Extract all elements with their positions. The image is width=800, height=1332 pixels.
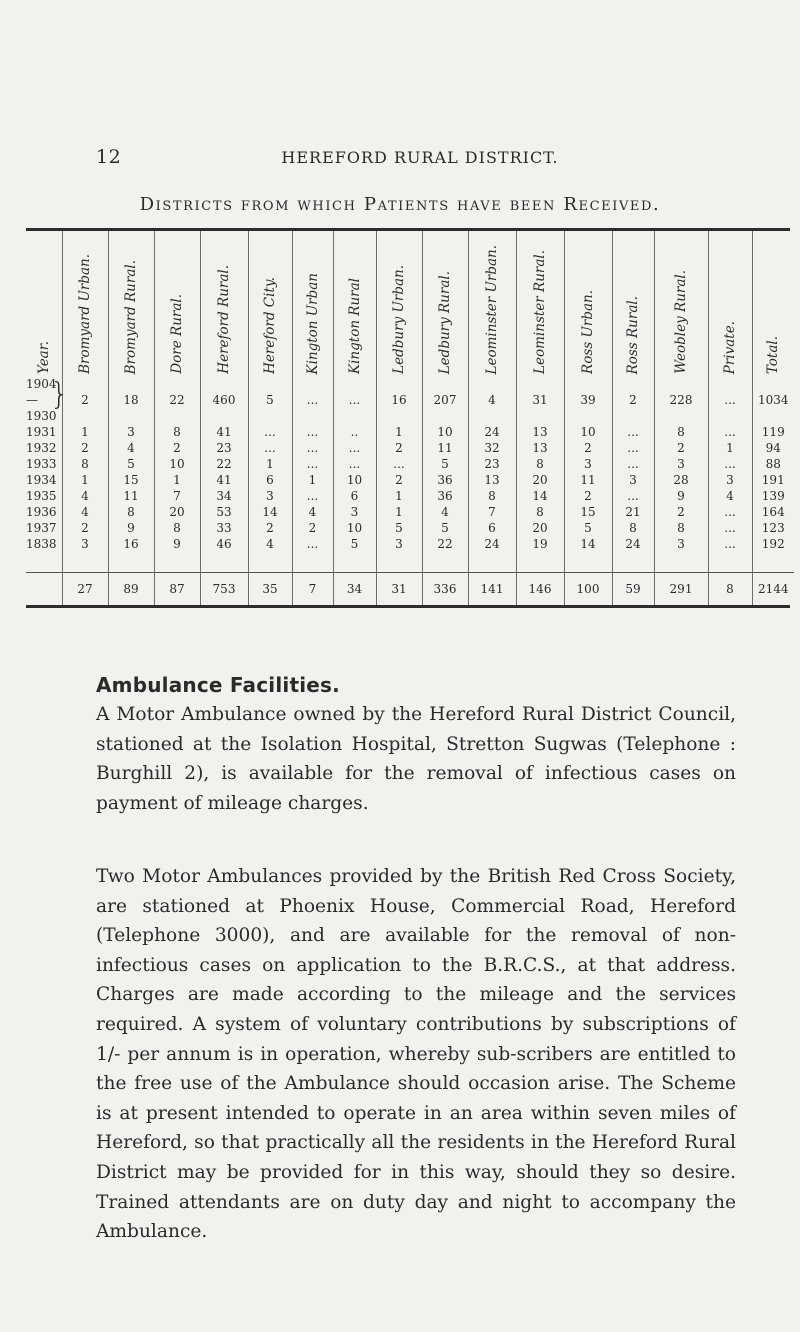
column-header — [516, 231, 564, 374]
year-cell: 1935 — [26, 489, 57, 503]
column-header — [292, 231, 333, 374]
table-cell: 3 — [376, 536, 422, 552]
table-cell: ... — [292, 488, 333, 504]
table-cell: 4 — [108, 440, 154, 456]
total-cell: 100 — [564, 573, 612, 606]
column-header-label: Hereford City. — [262, 277, 278, 374]
table-cell: 6 — [248, 472, 292, 488]
table-cell: ... — [248, 440, 292, 456]
spacer-cell — [516, 552, 564, 573]
ambulance-paragraph-1: A Motor Ambulance owned by the Hereford Rural District Council, stationed at the Isolation Hospital, Stretton Sugwas (Telephone : Burghill 2), is available for the removal of infectious cases on payment of mileage charges. — [96, 704, 736, 814]
table-cell: 3 — [654, 536, 708, 552]
table-cell: 31 — [516, 374, 564, 424]
year-cell: 1936 — [26, 505, 57, 519]
total-cell: 34 — [333, 573, 376, 606]
table-cell: ... — [333, 456, 376, 472]
table-cell: 16 — [376, 374, 422, 424]
table-cell: 36 — [422, 472, 468, 488]
table-cell: 119 — [752, 424, 794, 440]
spacer-cell — [26, 552, 62, 573]
table-row — [26, 504, 794, 520]
table-cell: 9 — [654, 488, 708, 504]
table-cell: 8 — [654, 424, 708, 440]
table-cell: 41 — [200, 424, 248, 440]
table-cell: 8 — [62, 456, 108, 472]
year-cell: 1933 — [26, 457, 57, 471]
table-cell: 2 — [612, 374, 654, 424]
table-cell: 1 — [292, 472, 333, 488]
brace-mark: } — [50, 377, 70, 412]
table-cell: ... — [333, 374, 376, 424]
page-header — [0, 146, 800, 172]
table-cell: 14 — [564, 536, 612, 552]
table-cell: 2 — [62, 374, 108, 424]
table-cell: 16 — [108, 536, 154, 552]
table-row — [26, 472, 794, 488]
table-cell: 4 — [62, 504, 108, 520]
table-cell: 207 — [422, 374, 468, 424]
table-cell: 4 — [62, 488, 108, 504]
table-cell: 3 — [62, 536, 108, 552]
year-range-dash: — — [26, 393, 38, 407]
spacer-cell — [292, 552, 333, 573]
table-cell: 7 — [154, 488, 200, 504]
table-cell: 5 — [422, 520, 468, 536]
column-header-label: Leominster Rural. — [532, 250, 548, 374]
table-cell: 5 — [248, 374, 292, 424]
column-header-label: Private. — [722, 320, 738, 374]
table-cell: 24 — [468, 536, 516, 552]
total-cell: 2144 — [752, 573, 794, 606]
column-header-label: Ross Urban. — [580, 290, 596, 374]
table-cell: 2 — [376, 440, 422, 456]
table-cell: 192 — [752, 536, 794, 552]
total-cell: 59 — [612, 573, 654, 606]
table-cell: 5 — [422, 456, 468, 472]
table-row-1904-1930 — [26, 374, 794, 424]
table-cell: 39 — [564, 374, 612, 424]
total-cell: 753 — [200, 573, 248, 606]
table-cell: 2 — [376, 472, 422, 488]
total-cell: 146 — [516, 573, 564, 606]
page-number: 12 — [96, 146, 122, 168]
table-cell: 5 — [333, 536, 376, 552]
table-cell: ... — [248, 424, 292, 440]
column-header-label: Kington Rural — [346, 278, 363, 374]
table-body — [26, 374, 794, 605]
table-cell: ... — [612, 488, 654, 504]
table-cell: 3 — [612, 472, 654, 488]
total-cell: 291 — [654, 573, 708, 606]
year-cell: 1838 — [26, 537, 57, 551]
table-cell: ... — [708, 456, 752, 472]
column-header — [62, 231, 108, 374]
table-cell: 3 — [654, 456, 708, 472]
table-cell: 4 — [468, 374, 516, 424]
column-header — [564, 231, 612, 374]
table-cell: 11 — [422, 440, 468, 456]
column-header — [200, 231, 248, 374]
total-cell: 27 — [62, 573, 108, 606]
spacer-cell — [333, 552, 376, 573]
table-cell: 6 — [468, 520, 516, 536]
table-cell: ... — [292, 456, 333, 472]
table-cell: 22 — [422, 536, 468, 552]
districts-table — [26, 231, 794, 605]
table-cell: 10 — [333, 472, 376, 488]
year-range-cell — [26, 374, 70, 424]
column-header-label: Leominster Urban. — [484, 244, 500, 374]
table-cell: ... — [612, 424, 654, 440]
table-cell: 8 — [516, 456, 564, 472]
table-cell: ... — [708, 504, 752, 520]
table-cell: 23 — [468, 456, 516, 472]
table-cell: 3 — [108, 424, 154, 440]
table-cell: 3 — [333, 504, 376, 520]
table-cell: 28 — [654, 472, 708, 488]
table-bottom-rule — [26, 605, 790, 608]
table-cell: .. — [333, 424, 376, 440]
table-totals-row — [26, 573, 794, 606]
table-cell: 8 — [612, 520, 654, 536]
table-row — [26, 520, 794, 536]
table-cell: 2 — [564, 488, 612, 504]
table-cell: 10 — [422, 424, 468, 440]
spacer-cell — [752, 552, 794, 573]
table-cell: 8 — [154, 520, 200, 536]
table-cell: 1 — [248, 456, 292, 472]
table-cell: 8 — [654, 520, 708, 536]
column-header-label: Weobley Rural. — [673, 270, 689, 374]
table-cell: 9 — [154, 536, 200, 552]
table-cell: ... — [376, 456, 422, 472]
table-cell: 2 — [248, 520, 292, 536]
table-cell: ... — [708, 520, 752, 536]
column-header-label: Total. — [765, 335, 782, 374]
table-cell: 21 — [612, 504, 654, 520]
table-cell: 228 — [654, 374, 708, 424]
column-header — [708, 231, 752, 374]
table-cell: ... — [612, 440, 654, 456]
spacer-cell — [654, 552, 708, 573]
column-header — [248, 231, 292, 374]
table-cell: 1 — [154, 472, 200, 488]
spacer-cell — [376, 552, 422, 573]
column-header-label: Dore Rural. — [169, 294, 185, 374]
table-cell: 2 — [292, 520, 333, 536]
table-cell: 19 — [516, 536, 564, 552]
year-range-year-to: 1930 — [26, 409, 57, 423]
table-cell: 1 — [376, 504, 422, 520]
table-cell: 14 — [516, 488, 564, 504]
column-header-label: Kington Urban — [304, 272, 321, 374]
spacer-cell — [62, 552, 108, 573]
column-header-label: Year. — [35, 340, 52, 374]
year-cell: 1932 — [26, 441, 57, 455]
table-cell: 20 — [516, 520, 564, 536]
table-cell: 24 — [468, 424, 516, 440]
total-cell: 87 — [154, 573, 200, 606]
table-cell: 191 — [752, 472, 794, 488]
table-cell: 5 — [376, 520, 422, 536]
total-cell: 35 — [248, 573, 292, 606]
table-cell: 15 — [108, 472, 154, 488]
total-cell: 89 — [108, 573, 154, 606]
table-cell: 18 — [108, 374, 154, 424]
table-cell: 164 — [752, 504, 794, 520]
table-cell: 24 — [612, 536, 654, 552]
table-cell: 22 — [154, 374, 200, 424]
table-cell: 32 — [468, 440, 516, 456]
table-cell: ... — [292, 374, 333, 424]
table-cell: 15 — [564, 504, 612, 520]
table-row — [26, 424, 794, 440]
table-cell: 2 — [62, 520, 108, 536]
running-head: HEREFORD RURAL DISTRICT. — [281, 148, 559, 167]
total-cell: 336 — [422, 573, 468, 606]
spacer-cell — [200, 552, 248, 573]
column-header — [376, 231, 422, 374]
table-cell: 94 — [752, 440, 794, 456]
table-cell: 3 — [248, 488, 292, 504]
table-cell: 8 — [516, 504, 564, 520]
column-header-label: Bromyard Urban. — [77, 254, 93, 374]
table-cell: 2 — [564, 440, 612, 456]
table-title: Districts from which Patients have been Received. — [139, 194, 661, 215]
table-cell: 4 — [708, 488, 752, 504]
spacer-cell — [422, 552, 468, 573]
districts-table-container — [26, 228, 790, 608]
table-cell: 123 — [752, 520, 794, 536]
table-cell: 5 — [564, 520, 612, 536]
total-cell: 141 — [468, 573, 516, 606]
year-cell: 1937 — [26, 521, 57, 535]
column-header — [26, 231, 62, 374]
column-header — [154, 231, 200, 374]
table-row — [26, 456, 794, 472]
spacer-cell — [468, 552, 516, 573]
column-header-label: Ross Rural. — [625, 295, 641, 374]
table-cell: ... — [612, 456, 654, 472]
table-cell: 20 — [516, 472, 564, 488]
table-cell: 1 — [62, 472, 108, 488]
column-header — [108, 231, 154, 374]
table-cell: 139 — [752, 488, 794, 504]
table-header-row — [26, 231, 794, 374]
table-cell: 460 — [200, 374, 248, 424]
total-cell: 8 — [708, 573, 752, 606]
table-cell: 6 — [333, 488, 376, 504]
ambulance-paragraph-2: Two Motor Ambulances provided by the British Red Cross Society, are stationed at Phoenix House, Commercial Road, Hereford (Telephone 3000), and are available for the removal of non-infectious cases on application to the B.R.C.S., at that address. Charges are made according to the mileage and the services required. A system of voluntary contributions by subscriptions of 1/- per annum is in operation, whereby sub-scribers are entitled to the free use of the Ambulance should occasion arise. The Scheme is at present intended to operate in an area within seven miles of Hereford, so that practically all the residents in the Hereford Rural District may be provided for in this way, should they so desire. Trained attendants are on duty day and night to accompany the Ambulance. — [96, 866, 736, 1243]
table-row — [26, 440, 794, 456]
table-cell: 10 — [333, 520, 376, 536]
table-cell: 13 — [516, 424, 564, 440]
column-header — [468, 231, 516, 374]
spacer-cell — [708, 552, 752, 573]
spacer-cell — [612, 552, 654, 573]
table-cell: 22 — [200, 456, 248, 472]
total-cell: 31 — [376, 573, 422, 606]
table-cell: 53 — [200, 504, 248, 520]
table-cell: 9 — [108, 520, 154, 536]
table-cell: 8 — [154, 424, 200, 440]
table-row — [26, 536, 794, 552]
table-cell: ... — [708, 424, 752, 440]
column-header-label: Ledbury Rural. — [437, 270, 453, 374]
table-cell: 1 — [376, 424, 422, 440]
column-header — [422, 231, 468, 374]
table-cell: ... — [333, 440, 376, 456]
table-cell: 3 — [708, 472, 752, 488]
table-cell: 7 — [468, 504, 516, 520]
table-cell: 8 — [108, 504, 154, 520]
table-cell: 2 — [654, 440, 708, 456]
table-cell: 34 — [200, 488, 248, 504]
table-cell: 10 — [564, 424, 612, 440]
spacer-cell — [108, 552, 154, 573]
table-cell: 10 — [154, 456, 200, 472]
column-header-label: Hereford Rural. — [216, 265, 232, 374]
table-cell: 3 — [564, 456, 612, 472]
table-spacer-row — [26, 552, 794, 573]
ambulance-heading: Ambulance Facilities. — [96, 673, 340, 697]
year-cell: 1931 — [26, 425, 57, 439]
table-cell: 46 — [200, 536, 248, 552]
table-cell: 5 — [108, 456, 154, 472]
table-cell: ... — [292, 536, 333, 552]
table-cell: ... — [708, 536, 752, 552]
column-header — [333, 231, 376, 374]
table-cell: 36 — [422, 488, 468, 504]
table-cell: 13 — [516, 440, 564, 456]
table-cell: 33 — [200, 520, 248, 536]
table-cell: 1 — [708, 440, 752, 456]
column-header-label: Bromyard Rural. — [123, 259, 139, 374]
column-header — [654, 231, 708, 374]
table-cell: 4 — [292, 504, 333, 520]
table-cell: 1 — [62, 424, 108, 440]
year-range-year-from: 1904 — [26, 377, 57, 391]
table-cell: 2 — [654, 504, 708, 520]
column-header-label: Ledbury Urban. — [391, 265, 407, 374]
spacer-cell — [564, 552, 612, 573]
table-cell: 2 — [154, 440, 200, 456]
table-cell: ... — [292, 424, 333, 440]
table-row — [26, 488, 794, 504]
table-cell: 1 — [376, 488, 422, 504]
table-cell: 11 — [108, 488, 154, 504]
table-cell: 8 — [468, 488, 516, 504]
table-cell: 1034 — [752, 374, 794, 424]
table-cell: 20 — [154, 504, 200, 520]
year-cell: 1934 — [26, 473, 57, 487]
table-cell: 88 — [752, 456, 794, 472]
spacer-cell — [248, 552, 292, 573]
table-cell: 13 — [468, 472, 516, 488]
table-cell: 41 — [200, 472, 248, 488]
table-cell: ... — [292, 440, 333, 456]
table-cell: 2 — [62, 440, 108, 456]
column-header — [752, 231, 794, 374]
spacer-cell — [154, 552, 200, 573]
totals-year-cell — [26, 573, 62, 606]
column-header — [612, 231, 654, 374]
table-cell: 4 — [422, 504, 468, 520]
table-cell: 14 — [248, 504, 292, 520]
table-cell: ... — [708, 374, 752, 424]
total-cell: 7 — [292, 573, 333, 606]
table-cell: 11 — [564, 472, 612, 488]
table-cell: 4 — [248, 536, 292, 552]
table-cell: 23 — [200, 440, 248, 456]
